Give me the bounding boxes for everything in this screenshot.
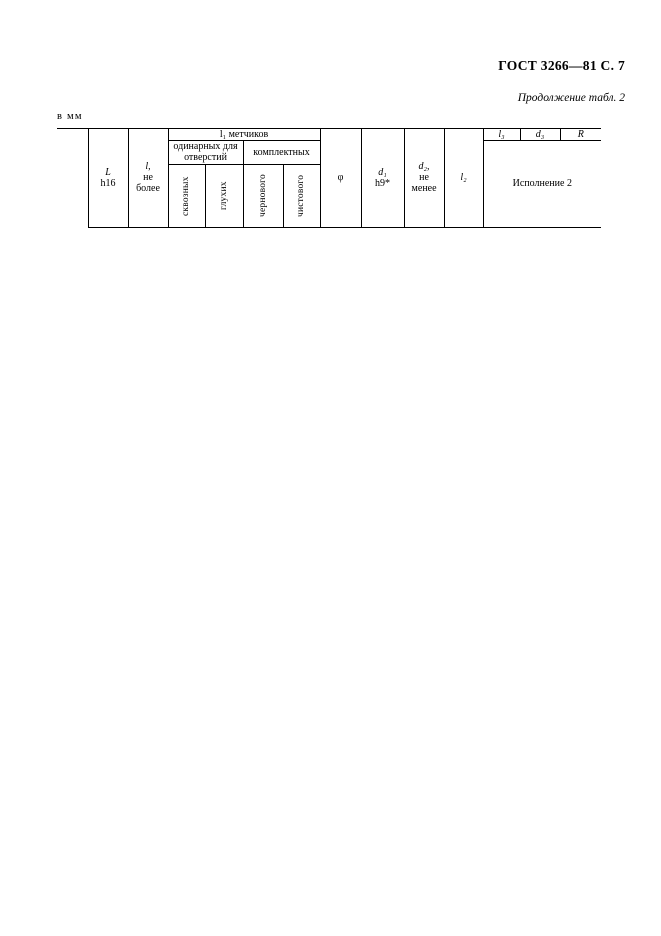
header-d2 — [404, 129, 444, 228]
header-l-note-2: более — [136, 183, 160, 195]
header-spacer-left — [57, 129, 88, 228]
header-d1-label: d₁ — [378, 166, 387, 178]
header-complete: комплектных — [243, 141, 320, 164]
header-single-holes — [168, 141, 243, 164]
header-d2-label: d₂, — [418, 161, 430, 172]
spec-table — [57, 128, 601, 228]
header-L — [88, 129, 128, 228]
header-through-holes — [168, 164, 205, 227]
header-R-label: R — [577, 129, 584, 140]
header-single-holes-line2: отверстий — [184, 152, 227, 164]
header-finish-tap-label: чистового — [296, 174, 307, 217]
header-l-note-1: не — [143, 172, 153, 184]
header-blind-holes — [205, 164, 243, 227]
header-single-holes-line1: одинарных для — [173, 141, 238, 153]
header-through-holes-label: сквозных — [181, 175, 192, 216]
header-l3-label: l₃ — [498, 129, 505, 140]
header-d3-label: d₃ — [535, 129, 545, 140]
header-l2 — [444, 129, 483, 228]
header-l3 — [483, 129, 520, 141]
header-R — [560, 129, 601, 141]
units-note: в мм — [57, 111, 83, 122]
continuation-note: Продолжение табл. 2 — [517, 92, 625, 104]
header-l1-group: l₁ метчиков — [168, 129, 320, 141]
header-L-label: L — [105, 166, 111, 178]
header-finish-tap — [283, 164, 320, 227]
header-l — [128, 129, 168, 228]
header-d2-note-1: не — [419, 172, 429, 184]
header-row-1 — [57, 129, 601, 141]
spec-table-wrapper — [57, 128, 601, 228]
header-L-tolerance: h16 — [100, 177, 116, 189]
header-d2-note-2: менее — [411, 183, 437, 195]
header-blind-holes-label: глухих — [218, 181, 229, 210]
header-rough-tap-label: чернового — [257, 174, 268, 218]
header-phi: φ — [320, 129, 361, 228]
header-execution-2: Исполнение 2 — [483, 141, 601, 227]
header-l2-label: l₂ — [460, 172, 467, 184]
standard-header: ГОСТ 3266—81 С. 7 — [498, 58, 625, 73]
header-d3 — [520, 129, 560, 141]
header-d1-tolerance: h9* — [375, 177, 391, 189]
header-l-label: l, — [145, 161, 151, 172]
header-rough-tap — [243, 164, 283, 227]
header-d1 — [361, 129, 404, 228]
table-head — [57, 129, 601, 228]
